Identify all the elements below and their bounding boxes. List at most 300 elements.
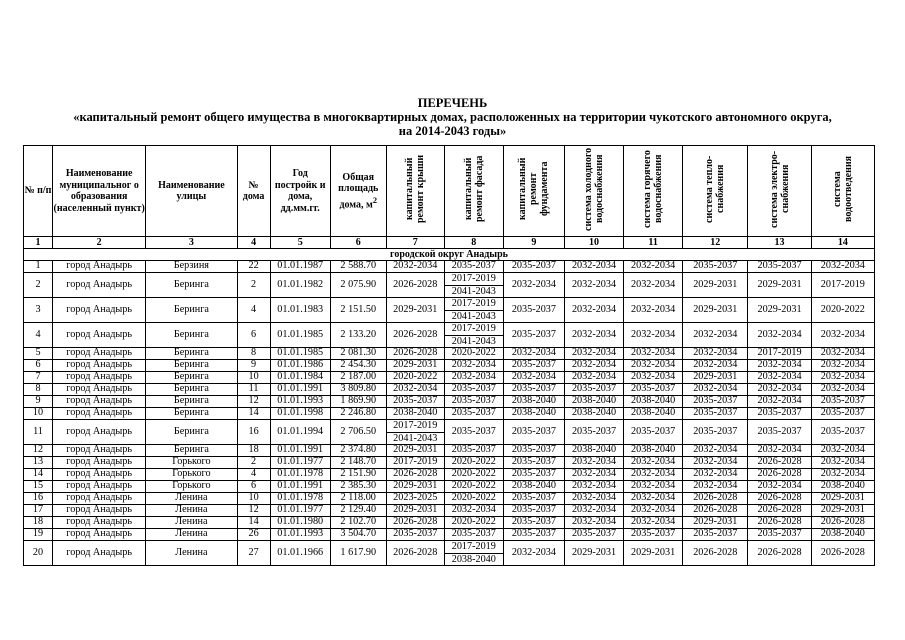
heating-cell: 2035-2037 xyxy=(683,261,748,273)
hot-water-cell: 2032-2034 xyxy=(624,481,683,493)
table-row xyxy=(24,493,875,505)
hot-water-cell: 2032-2034 xyxy=(624,298,683,323)
total-area-cell: 1 869.90 xyxy=(330,396,386,408)
municipality-cell: город Анадырь xyxy=(53,493,146,505)
total-area-cell: 2 187.00 xyxy=(330,372,386,384)
table-row xyxy=(24,541,875,566)
electricity-cell: 2026-2028 xyxy=(748,469,811,481)
facade-repair-period: 2017-2019 xyxy=(451,541,496,552)
drainage-cell: 2032-2034 xyxy=(811,360,874,372)
foundation-repair-cell: 2035-2037 xyxy=(503,360,564,372)
total-area-cell: 1 617.90 xyxy=(330,541,386,566)
electricity-cell: 2032-2034 xyxy=(748,372,811,384)
street-cell: Горького xyxy=(146,457,237,469)
build-year-cell: 01.01.1978 xyxy=(270,493,330,505)
drainage-cell: 2017-2019 xyxy=(811,273,874,298)
header-drainage xyxy=(811,146,874,237)
foundation-repair-cell: 2038-2040 xyxy=(503,396,564,408)
heating-cell: 2032-2034 xyxy=(683,384,748,396)
cold-water-cell: 2038-2040 xyxy=(564,396,623,408)
drainage-cell: 2032-2034 xyxy=(811,348,874,360)
roof-repair-cell: 2026-2028 xyxy=(386,517,444,529)
cold-water-cell: 2032-2034 xyxy=(564,469,623,481)
table-row xyxy=(24,372,875,384)
foundation-repair-cell: 2032-2034 xyxy=(503,348,564,360)
municipality-cell: город Анадырь xyxy=(53,384,146,396)
drainage-cell: 2032-2034 xyxy=(811,261,874,273)
table-row xyxy=(24,384,875,396)
electricity-cell: 2032-2034 xyxy=(748,323,811,348)
facade-repair-cell: 2032-2034 xyxy=(444,505,503,517)
house-number-cell: 12 xyxy=(237,505,270,517)
electricity-cell: 2029-2031 xyxy=(748,273,811,298)
municipality-cell: город Анадырь xyxy=(53,541,146,566)
street-cell: Беринга xyxy=(146,323,237,348)
row-number-cell: 1 xyxy=(24,261,53,273)
heating-cell: 2032-2034 xyxy=(683,445,748,457)
street-cell: Ленина xyxy=(146,517,237,529)
drainage-cell: 2026-2028 xyxy=(811,541,874,566)
street-cell: Ленина xyxy=(146,493,237,505)
house-number-cell: 11 xyxy=(237,384,270,396)
header-roof xyxy=(386,146,444,237)
build-year-cell: 01.01.1984 xyxy=(270,372,330,384)
roof-repair-cell: 2029-2031 xyxy=(386,298,444,323)
foundation-repair-cell: 2032-2034 xyxy=(503,273,564,298)
cold-water-cell: 2032-2034 xyxy=(564,372,623,384)
facade-repair-cell xyxy=(444,273,503,298)
row-number-cell: 7 xyxy=(24,372,53,384)
hot-water-cell: 2032-2034 xyxy=(624,505,683,517)
street-cell: Беринга xyxy=(146,298,237,323)
street-cell: Беринга xyxy=(146,420,237,445)
build-year-cell: 01.01.1977 xyxy=(270,457,330,469)
municipality-cell: город Анадырь xyxy=(53,348,146,360)
header-number: № п/п xyxy=(24,146,53,237)
heating-cell: 2035-2037 xyxy=(683,420,748,445)
municipality-cell: город Анадырь xyxy=(53,408,146,420)
cold-water-cell: 2035-2037 xyxy=(564,384,623,396)
electricity-cell: 2026-2028 xyxy=(748,457,811,469)
facade-repair-cell: 2035-2037 xyxy=(444,445,503,457)
drainage-cell: 2035-2037 xyxy=(811,396,874,408)
table-row xyxy=(24,323,875,348)
hot-water-cell: 2038-2040 xyxy=(624,408,683,420)
drainage-cell: 2032-2034 xyxy=(811,323,874,348)
house-number-cell: 2 xyxy=(237,273,270,298)
street-cell: Беринга xyxy=(146,445,237,457)
roof-repair-cell: 2026-2028 xyxy=(386,541,444,566)
hot-water-cell: 2032-2034 xyxy=(624,469,683,481)
electricity-cell: 2026-2028 xyxy=(748,505,811,517)
foundation-repair-cell: 2035-2037 xyxy=(503,529,564,541)
cold-water-cell: 2038-2040 xyxy=(564,445,623,457)
build-year-cell: 01.01.1978 xyxy=(270,469,330,481)
table-row xyxy=(24,261,875,273)
heating-cell: 2035-2037 xyxy=(683,529,748,541)
header-foundation-label: капитальный ремонт фундамента xyxy=(517,158,551,221)
roof-repair-cell: 2020-2022 xyxy=(386,372,444,384)
foundation-repair-cell: 2032-2034 xyxy=(503,372,564,384)
table-row xyxy=(24,420,875,445)
header-foundation xyxy=(503,146,564,237)
cold-water-cell: 2032-2034 xyxy=(564,457,623,469)
foundation-repair-cell: 2035-2037 xyxy=(503,323,564,348)
electricity-cell: 2032-2034 xyxy=(748,396,811,408)
table-row xyxy=(24,457,875,469)
heating-cell: 2029-2031 xyxy=(683,517,748,529)
street-cell: Беринга xyxy=(146,372,237,384)
row-number-cell: 17 xyxy=(24,505,53,517)
total-area-cell: 2 588.70 xyxy=(330,261,386,273)
roof-repair-cell: 2026-2028 xyxy=(386,323,444,348)
roof-repair-period: 2017-2019 xyxy=(393,420,438,431)
drainage-cell: 2026-2028 xyxy=(811,517,874,529)
hot-water-cell: 2032-2034 xyxy=(624,261,683,273)
build-year-cell: 01.01.1977 xyxy=(270,505,330,517)
total-area-cell: 2 374.80 xyxy=(330,445,386,457)
foundation-repair-cell: 2035-2037 xyxy=(503,469,564,481)
roof-repair-cell xyxy=(386,420,444,445)
heating-cell: 2032-2034 xyxy=(683,481,748,493)
build-year-cell: 01.01.1987 xyxy=(270,261,330,273)
municipality-cell: город Анадырь xyxy=(53,457,146,469)
roof-repair-cell: 2026-2028 xyxy=(386,348,444,360)
header-area-label: Общая площадь дома, м xyxy=(338,171,379,210)
facade-repair-cell: 2020-2022 xyxy=(444,517,503,529)
table-row xyxy=(24,273,875,298)
header-electricity xyxy=(748,146,811,237)
house-number-cell: 16 xyxy=(237,420,270,445)
foundation-repair-cell: 2038-2040 xyxy=(503,481,564,493)
facade-repair-period: 2017-2019 xyxy=(451,298,496,309)
electricity-cell: 2035-2037 xyxy=(748,529,811,541)
build-year-cell: 01.01.1998 xyxy=(270,408,330,420)
municipality-cell: город Анадырь xyxy=(53,360,146,372)
facade-repair-cell: 2032-2034 xyxy=(444,372,503,384)
heating-cell: 2032-2034 xyxy=(683,360,748,372)
roof-repair-cell: 2026-2028 xyxy=(386,469,444,481)
column-number-cell: 3 xyxy=(146,237,237,249)
drainage-cell: 2038-2040 xyxy=(811,529,874,541)
drainage-cell: 2035-2037 xyxy=(811,408,874,420)
street-cell: Ленина xyxy=(146,541,237,566)
foundation-repair-cell: 2038-2040 xyxy=(503,408,564,420)
heating-cell: 2026-2028 xyxy=(683,493,748,505)
facade-repair-cell: 2020-2022 xyxy=(444,493,503,505)
build-year-cell: 01.01.1991 xyxy=(270,384,330,396)
street-cell: Беринга xyxy=(146,348,237,360)
street-cell: Беринга xyxy=(146,384,237,396)
cold-water-cell: 2032-2034 xyxy=(564,323,623,348)
heating-cell: 2032-2034 xyxy=(683,457,748,469)
heating-cell: 2035-2037 xyxy=(683,396,748,408)
row-number-cell: 3 xyxy=(24,298,53,323)
header-hot-water-label: система горячего водоснабжения xyxy=(642,150,665,229)
total-area-cell: 2 075.90 xyxy=(330,273,386,298)
municipality-cell: город Анадырь xyxy=(53,481,146,493)
region-row xyxy=(24,249,875,261)
header-roof-label: капитальный ремонт крыши xyxy=(404,155,427,224)
facade-repair-cell: 2020-2022 xyxy=(444,469,503,481)
table-row xyxy=(24,408,875,420)
house-number-cell: 2 xyxy=(237,457,270,469)
foundation-repair-cell: 2035-2037 xyxy=(503,457,564,469)
municipality-cell: город Анадырь xyxy=(53,517,146,529)
row-number-cell: 4 xyxy=(24,323,53,348)
total-area-cell: 3 504.70 xyxy=(330,529,386,541)
column-number-row xyxy=(24,237,875,249)
cold-water-cell: 2032-2034 xyxy=(564,298,623,323)
header-facade-label: капитальный ремонт фасада xyxy=(462,156,485,223)
municipality-cell: город Анадырь xyxy=(53,420,146,445)
facade-repair-cell: 2035-2037 xyxy=(444,261,503,273)
header-row xyxy=(24,146,875,237)
foundation-repair-cell: 2035-2037 xyxy=(503,493,564,505)
row-number-cell: 8 xyxy=(24,384,53,396)
facade-repair-period: 2041-2043 xyxy=(445,310,503,323)
build-year-cell: 01.01.1993 xyxy=(270,529,330,541)
municipality-cell: город Анадырь xyxy=(53,396,146,408)
build-year-cell: 01.01.1983 xyxy=(270,298,330,323)
total-area-cell: 2 151.50 xyxy=(330,298,386,323)
cold-water-cell: 2032-2034 xyxy=(564,348,623,360)
street-cell: Беринга xyxy=(146,408,237,420)
total-area-cell: 2 129.40 xyxy=(330,505,386,517)
row-number-cell: 15 xyxy=(24,481,53,493)
hot-water-cell: 2035-2037 xyxy=(624,384,683,396)
electricity-cell: 2026-2028 xyxy=(748,493,811,505)
total-area-cell: 2 385.30 xyxy=(330,481,386,493)
heating-cell: 2029-2031 xyxy=(683,372,748,384)
hot-water-cell: 2038-2040 xyxy=(624,396,683,408)
drainage-cell: 2032-2034 xyxy=(811,372,874,384)
roof-repair-cell: 2029-2031 xyxy=(386,481,444,493)
column-number-cell: 6 xyxy=(330,237,386,249)
facade-repair-cell: 2032-2034 xyxy=(444,360,503,372)
cold-water-cell: 2032-2034 xyxy=(564,481,623,493)
build-year-cell: 01.01.1985 xyxy=(270,323,330,348)
house-number-cell: 14 xyxy=(237,517,270,529)
document-title: ПЕРЕЧЕНЬ xyxy=(417,96,488,110)
row-number-cell: 14 xyxy=(24,469,53,481)
foundation-repair-cell: 2035-2037 xyxy=(503,420,564,445)
header-house: № дома xyxy=(237,146,270,237)
cold-water-cell: 2032-2034 xyxy=(564,360,623,372)
header-cold-water xyxy=(564,146,623,237)
electricity-cell: 2035-2037 xyxy=(748,261,811,273)
header-heating xyxy=(683,146,748,237)
municipality-cell: город Анадырь xyxy=(53,273,146,298)
table-row xyxy=(24,445,875,457)
table-row xyxy=(24,481,875,493)
header-electricity-label: система электро-снабжения xyxy=(768,150,791,228)
hot-water-cell: 2029-2031 xyxy=(624,541,683,566)
heating-cell: 2032-2034 xyxy=(683,323,748,348)
heating-cell: 2032-2034 xyxy=(683,348,748,360)
municipality-cell: город Анадырь xyxy=(53,298,146,323)
row-number-cell: 5 xyxy=(24,348,53,360)
total-area-cell: 2 102.70 xyxy=(330,517,386,529)
street-cell: Ленина xyxy=(146,529,237,541)
municipality-cell: город Анадырь xyxy=(53,372,146,384)
total-area-cell: 2 133.20 xyxy=(330,323,386,348)
foundation-repair-cell: 2035-2037 xyxy=(503,384,564,396)
heating-cell: 2026-2028 xyxy=(683,541,748,566)
header-municipality: Наименование муниципальног о образования (населенный пункт) xyxy=(53,146,146,237)
row-number-cell: 19 xyxy=(24,529,53,541)
header-street: Наименование улицы xyxy=(146,146,237,237)
facade-repair-cell xyxy=(444,541,503,566)
foundation-repair-cell: 2035-2037 xyxy=(503,298,564,323)
column-number-cell: 2 xyxy=(53,237,146,249)
cold-water-cell: 2035-2037 xyxy=(564,420,623,445)
house-number-cell: 10 xyxy=(237,493,270,505)
row-number-cell: 9 xyxy=(24,396,53,408)
column-number-cell: 7 xyxy=(386,237,444,249)
row-number-cell: 6 xyxy=(24,360,53,372)
foundation-repair-cell: 2035-2037 xyxy=(503,445,564,457)
house-number-cell: 6 xyxy=(237,323,270,348)
build-year-cell: 01.01.1986 xyxy=(270,360,330,372)
header-facade xyxy=(444,146,503,237)
total-area-cell: 3 809.80 xyxy=(330,384,386,396)
house-number-cell: 10 xyxy=(237,372,270,384)
drainage-cell: 2032-2034 xyxy=(811,445,874,457)
row-number-cell: 10 xyxy=(24,408,53,420)
column-number-cell: 5 xyxy=(270,237,330,249)
facade-repair-cell: 2020-2022 xyxy=(444,457,503,469)
hot-water-cell: 2032-2034 xyxy=(624,323,683,348)
total-area-cell: 2 454.30 xyxy=(330,360,386,372)
row-number-cell: 2 xyxy=(24,273,53,298)
roof-repair-cell: 2029-2031 xyxy=(386,505,444,517)
cold-water-cell: 2032-2034 xyxy=(564,273,623,298)
roof-repair-cell: 2023-2025 xyxy=(386,493,444,505)
total-area-cell: 2 151.90 xyxy=(330,469,386,481)
column-number-cell: 4 xyxy=(237,237,270,249)
drainage-cell: 2035-2037 xyxy=(811,420,874,445)
row-number-cell: 16 xyxy=(24,493,53,505)
column-number-cell: 14 xyxy=(811,237,874,249)
build-year-cell: 01.01.1982 xyxy=(270,273,330,298)
roof-repair-cell: 2035-2037 xyxy=(386,529,444,541)
street-cell: Беринга xyxy=(146,273,237,298)
facade-repair-period: 2017-2019 xyxy=(451,273,496,284)
roof-repair-cell: 2032-2034 xyxy=(386,261,444,273)
build-year-cell: 01.01.1980 xyxy=(270,517,330,529)
total-area-cell: 2 706.50 xyxy=(330,420,386,445)
row-number-cell: 13 xyxy=(24,457,53,469)
house-number-cell: 4 xyxy=(237,469,270,481)
hot-water-cell: 2032-2034 xyxy=(624,348,683,360)
cold-water-cell: 2032-2034 xyxy=(564,517,623,529)
house-number-cell: 14 xyxy=(237,408,270,420)
house-number-cell: 26 xyxy=(237,529,270,541)
heating-cell: 2035-2037 xyxy=(683,408,748,420)
facade-repair-cell: 2020-2022 xyxy=(444,348,503,360)
roof-repair-period: 2041-2043 xyxy=(387,432,444,445)
hot-water-cell: 2032-2034 xyxy=(624,273,683,298)
total-area-cell: 2 246.80 xyxy=(330,408,386,420)
row-number-cell: 12 xyxy=(24,445,53,457)
cold-water-cell: 2029-2031 xyxy=(564,541,623,566)
hot-water-cell: 2032-2034 xyxy=(624,372,683,384)
column-number-cell: 1 xyxy=(24,237,53,249)
document-period: на 2014-2043 годы» xyxy=(398,124,507,138)
build-year-cell: 01.01.1991 xyxy=(270,481,330,493)
header-drainage-label: система водоотведения xyxy=(831,156,854,223)
electricity-cell: 2032-2034 xyxy=(748,360,811,372)
electricity-cell: 2032-2034 xyxy=(748,481,811,493)
house-number-cell: 8 xyxy=(237,348,270,360)
electricity-cell: 2017-2019 xyxy=(748,348,811,360)
facade-repair-cell: 2035-2037 xyxy=(444,420,503,445)
municipality-cell: город Анадырь xyxy=(53,469,146,481)
header-cold-water-label: система холодного водоснабжения xyxy=(583,147,606,231)
electricity-cell: 2035-2037 xyxy=(748,408,811,420)
table-row xyxy=(24,517,875,529)
column-number-cell: 9 xyxy=(503,237,564,249)
house-number-cell: 22 xyxy=(237,261,270,273)
roof-repair-cell: 2026-2028 xyxy=(386,273,444,298)
street-cell: Горького xyxy=(146,481,237,493)
repair-schedule-table xyxy=(23,145,875,566)
table-body xyxy=(24,249,875,566)
hot-water-cell: 2032-2034 xyxy=(624,360,683,372)
hot-water-cell: 2035-2037 xyxy=(624,420,683,445)
total-area-cell: 2 118.00 xyxy=(330,493,386,505)
electricity-cell: 2026-2028 xyxy=(748,517,811,529)
electricity-cell: 2026-2028 xyxy=(748,541,811,566)
electricity-cell: 2032-2034 xyxy=(748,384,811,396)
street-cell: Горького xyxy=(146,469,237,481)
house-number-cell: 6 xyxy=(237,481,270,493)
facade-repair-period: 2038-2040 xyxy=(445,553,503,566)
build-year-cell: 01.01.1985 xyxy=(270,348,330,360)
heating-cell: 2029-2031 xyxy=(683,298,748,323)
table-row xyxy=(24,360,875,372)
build-year-cell: 01.01.1994 xyxy=(270,420,330,445)
heating-cell: 2026-2028 xyxy=(683,505,748,517)
foundation-repair-cell: 2035-2037 xyxy=(503,261,564,273)
electricity-cell: 2032-2034 xyxy=(748,445,811,457)
drainage-cell: 2038-2040 xyxy=(811,481,874,493)
drainage-cell: 2032-2034 xyxy=(811,469,874,481)
row-number-cell: 11 xyxy=(24,420,53,445)
table-row xyxy=(24,529,875,541)
roof-repair-cell: 2029-2031 xyxy=(386,445,444,457)
roof-repair-cell: 2032-2034 xyxy=(386,384,444,396)
cold-water-cell: 2035-2037 xyxy=(564,529,623,541)
hot-water-cell: 2032-2034 xyxy=(624,457,683,469)
drainage-cell: 2020-2022 xyxy=(811,298,874,323)
column-number-cell: 8 xyxy=(444,237,503,249)
hot-water-cell: 2038-2040 xyxy=(624,445,683,457)
drainage-cell: 2032-2034 xyxy=(811,457,874,469)
roof-repair-cell: 2029-2031 xyxy=(386,360,444,372)
document-subtitle: «капитальный ремонт общего имущества в многоквартирных домах, расположенных на территории чукотского автономного округа, xyxy=(73,110,832,124)
cold-water-cell: 2038-2040 xyxy=(564,408,623,420)
house-number-cell: 18 xyxy=(237,445,270,457)
header-heating-label: система тепло-снабжения xyxy=(704,155,727,223)
header-area xyxy=(330,146,386,237)
street-cell: Беринга xyxy=(146,396,237,408)
foundation-repair-cell: 2035-2037 xyxy=(503,517,564,529)
facade-repair-cell xyxy=(444,323,503,348)
column-number-cell: 11 xyxy=(624,237,683,249)
heating-cell: 2029-2031 xyxy=(683,273,748,298)
